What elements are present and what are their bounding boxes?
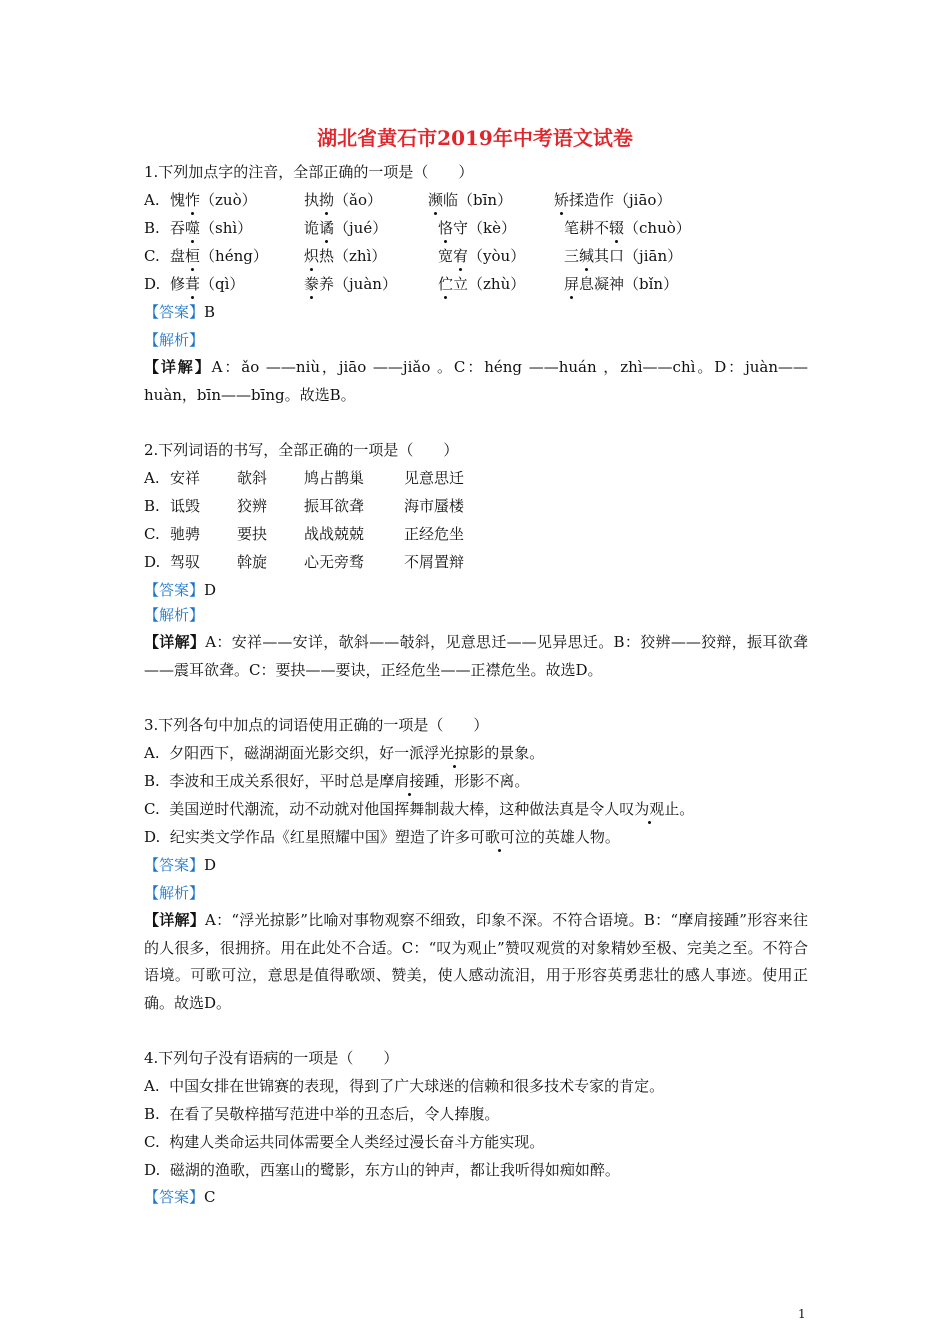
q2-word: 不屑置辩 — [404, 553, 465, 571]
q4-stem: 4.下列句子没有语病的一项是（ ） — [144, 1049, 399, 1067]
q4-option-b: B. 在看了吴敬梓描写范进中举的丑态后，令人捧腹。 — [144, 1105, 500, 1123]
q1-word: 三缄其口（jiān） — [564, 247, 683, 265]
option-letter: B. — [144, 497, 160, 515]
q1-word: 修葺（qì） — [170, 275, 245, 293]
q1-option-b — [144, 218, 808, 238]
option-letter: D. — [144, 275, 161, 293]
q3-stem: 3.下列各句中加点的词语使用正确的一项是（ ） — [144, 716, 489, 734]
q1-option-a — [144, 190, 808, 210]
q2-stem: 2.下列词语的书写，全部正确的一项是（ ） — [144, 441, 459, 459]
q4-option-a: A. 中国女排在世锦赛的表现，得到了广大球迷的信赖和很多技术专家的肯定。 — [144, 1077, 665, 1095]
option-letter: A. — [144, 469, 160, 487]
page-number: 1 — [798, 1307, 806, 1321]
q2-option-c — [144, 524, 808, 544]
dotted-phrase: 摩肩接踵 — [379, 772, 440, 790]
q1-word: 豢养（juàn） — [304, 275, 397, 293]
q2-word: 安祥 — [170, 469, 201, 487]
q2-word: 见意思迁 — [404, 469, 465, 487]
q2-detail: 【详解】A：安祥——安详，欹斜——攲斜，见意思迁——见异思迁。B：狡辨——狡辩，振耳欲聋——震耳欲聋。C：要抉——要诀，正经危坐——正襟危坐。故选D。 — [144, 633, 808, 679]
q2-word: 振耳欲聋 — [304, 497, 365, 515]
q2-word: 战战兢兢 — [304, 525, 365, 543]
q2-word: 欹斜 — [237, 469, 268, 487]
q1-word: 吞噬（shì） — [170, 219, 253, 237]
option-letter: D. — [144, 553, 161, 571]
q3-option-a: A. 夕阳西下，磁湖湖面光影交织，好一派浮光掠影的景象。 — [144, 744, 545, 762]
q1-option-d — [144, 274, 808, 294]
q2-word: 鸠占鹊巢 — [304, 469, 365, 487]
q1-word: 诡谲（jué） — [304, 219, 388, 237]
q2-answer: 【答案】D — [144, 581, 217, 599]
q3-option-b: B. 李波和王成关系很好，平时总是摩肩接踵，形影不离。 — [144, 772, 530, 790]
q1-word: 执拗（ǎo） — [304, 191, 383, 209]
q1-answer: 【答案】B — [144, 303, 216, 321]
q2-word: 正经危坐 — [404, 525, 465, 543]
q2-word: 诋毁 — [170, 497, 201, 515]
q1-analysis-label: 【解析】 — [144, 331, 205, 349]
q2-word: 驾驭 — [170, 553, 201, 571]
q1-word: 伫立（zhù） — [438, 275, 526, 293]
dotted-phrase: 浮光掠影 — [424, 744, 485, 762]
option-letter: A. — [144, 191, 160, 209]
dotted-phrase: 可歌可泣 — [469, 828, 530, 846]
q1-word: 炽热（zhì） — [304, 247, 387, 265]
q2-analysis-label: 【解析】 — [144, 606, 205, 624]
dotted-phrase: 叹为观止 — [619, 800, 680, 818]
q1-word: 濒临（bīn） — [428, 191, 513, 209]
q1-word: 盘桓（héng） — [170, 247, 268, 265]
q1-word: 矫揉造作（jiāo） — [554, 191, 672, 209]
q2-word: 心无旁骛 — [304, 553, 365, 571]
q2-option-a — [144, 468, 808, 488]
q1-option-c — [144, 246, 808, 266]
q1-stem: 1.下列加点字的注音，全部正确的一项是（ ） — [144, 163, 474, 181]
q2-word: 狡辨 — [237, 497, 268, 515]
q4-option-d: D. 磁湖的渔歌，西塞山的鹭影，东方山的钟声，都让我听得如痴如醉。 — [144, 1161, 620, 1179]
q3-analysis-label: 【解析】 — [144, 884, 205, 902]
q3-option-d: D. 纪实类文学作品《红星照耀中国》塑造了许多可歌可泣的英雄人物。 — [144, 828, 620, 846]
q1-word: 屏息凝神（bǐn） — [564, 275, 679, 293]
q4-option-c: C. 构建人类命运共同体需要全人类经过漫长奋斗方能实现。 — [144, 1133, 545, 1151]
option-letter: C. — [144, 247, 160, 265]
q1-detail: 【详解】A：ǎo ——niù，jiāo ——jiǎo 。C：héng ——huán ，zhì——chì。D：juàn——huàn，bīn——bīng。故选B。 — [144, 358, 808, 404]
option-letter: C. — [144, 525, 160, 543]
q1-word: 愧怍（zuò） — [170, 191, 257, 209]
q2-word: 海市蜃楼 — [404, 497, 465, 515]
page-title: 湖北省黄石市2019年中考语文试卷 — [317, 126, 633, 150]
q3-answer: 【答案】D — [144, 856, 217, 874]
option-letter: B. — [144, 219, 160, 237]
q1-word: 恪守（kè） — [438, 219, 516, 237]
q3-option-c: C. 美国逆时代潮流，动不动就对他国挥舞制裁大棒，这种做法真是令人叹为观止。 — [144, 800, 695, 818]
q2-word: 要抉 — [237, 525, 268, 543]
q4-answer: 【答案】C — [144, 1188, 216, 1206]
q2-word: 驰骋 — [170, 525, 201, 543]
q3-detail: 【详解】A：“浮光掠影”比喻对事物观察不细致，印象不深。不符合语境。B：“摩肩接踵”形容来往的人很多，很拥挤。用在此处不合适。C：“叹为观止”赞叹观赏的对象精妙至极、完美之至。不符合语境。可歌可泣，意思是值得歌颂、赞美，使人感动流泪，用于形容英勇悲壮的感人事迹。使用正确。故选D。 — [144, 911, 808, 1012]
q1-word: 宽宥（yòu） — [438, 247, 526, 265]
q2-option-d — [144, 552, 808, 572]
q1-word: 笔耕不辍（chuò） — [564, 219, 691, 237]
q2-word: 斡旋 — [237, 553, 268, 571]
q2-option-b — [144, 496, 808, 516]
